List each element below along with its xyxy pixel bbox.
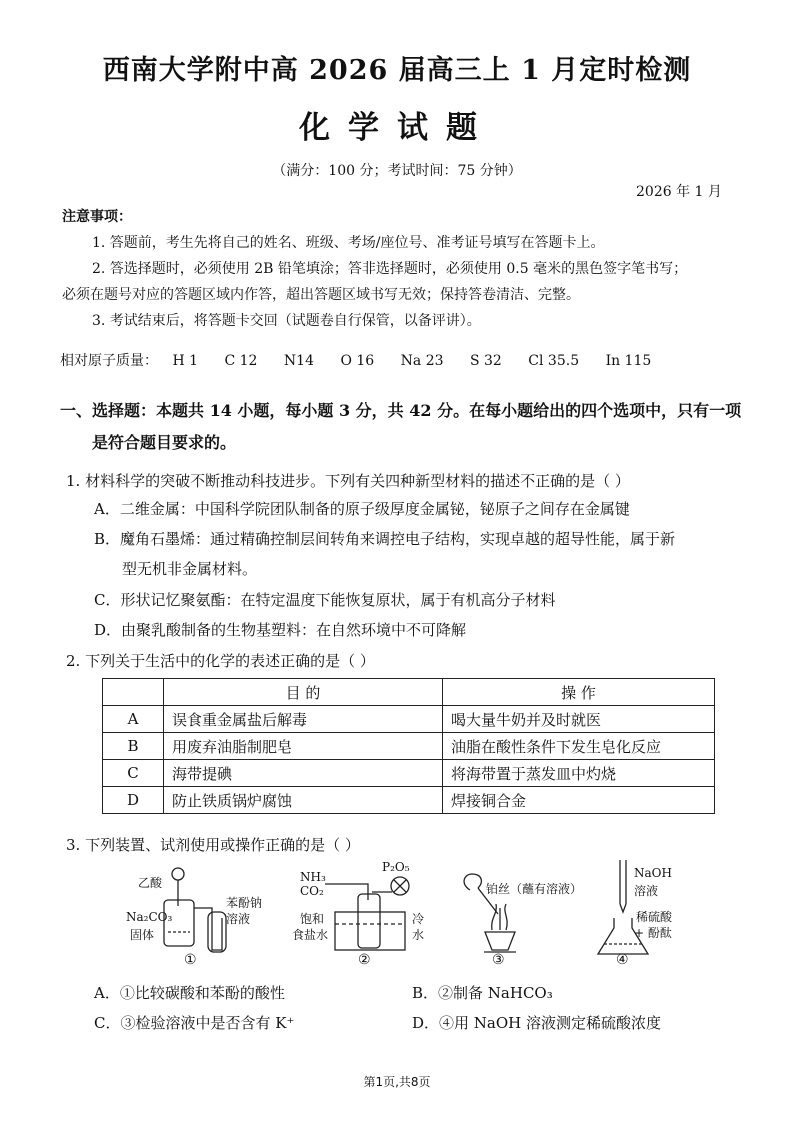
q1-option-b-cont: 型无机非金属材料。 <box>122 560 258 578</box>
label-num-1: ① <box>184 952 197 968</box>
q1-option-c: C．形状记忆聚氨酯：在特定温度下能恢复原状，属于有机高分子材料 <box>94 591 556 609</box>
table-header-row <box>103 679 715 706</box>
question-2-stem: 2. 下列关于生活中的化学的表述正确的是（ ） <box>66 652 375 670</box>
table-cell: 用废弃油脂制肥皂 <box>164 733 443 760</box>
table-cell: D <box>103 787 164 814</box>
label-naoh: NaOH <box>634 866 672 880</box>
table-cell: B <box>103 733 164 760</box>
atomic-mass-item: Cl 35.5 <box>528 353 580 369</box>
notice-item: 必须在题号对应的答题区域内作答，超出答题区域书写无效；保持答卷清洁、完整。 <box>62 287 580 303</box>
apparatus-2 <box>325 877 409 950</box>
atomic-mass-item: Na 23 <box>400 353 444 369</box>
exam-date: 2026 年 1 月 <box>636 184 722 200</box>
label-dilute-acid: 稀硫酸 <box>636 910 673 924</box>
table-cell: 海带提碘 <box>164 760 443 787</box>
label-naoh-solution: 溶液 <box>634 884 659 898</box>
table-cell: 喝大量牛奶并及时就医 <box>443 706 715 733</box>
atomic-mass-line <box>60 350 673 370</box>
table-header <box>103 679 164 706</box>
q1-option-b: B．魔角石墨烯：通过精确控制层间转角来调控电子结构，实现卓越的超导性能，属于新 <box>94 530 676 548</box>
exam-title: 西南大学附中高 2026 届高三上 1 月定时检测 <box>102 55 692 86</box>
label-co2: CO₂ <box>300 884 324 898</box>
label-platinum-wire: 铂丝（蘸有溶液） <box>486 882 583 896</box>
apparatus-drawing <box>120 860 700 970</box>
label-brine-2: 食盐水 <box>292 928 329 942</box>
atomic-mass-item: C 12 <box>224 353 258 369</box>
table-cell: 油脂在酸性条件下发生皂化反应 <box>443 733 715 760</box>
label-p2o5: P₂O₅ <box>382 860 410 874</box>
q2-table <box>102 678 715 814</box>
notice-item: 1. 答题前，考生先将自己的姓名、班级、考场/座位号、准考证号填写在答题卡上。 <box>92 235 605 251</box>
apparatus-1 <box>164 868 226 952</box>
apparatus-figure <box>120 860 700 970</box>
notice-item: 2. 答选择题时，必须使用 2B 铅笔填涂；答非选择题时，必须使用 0.5 毫米的黑色签字笔书写； <box>92 261 688 277</box>
question-1-stem: 1. 材料科学的突破不断推动科技进步。下列有关四种新型材料的描述不正确的是（ ） <box>66 472 630 490</box>
atomic-mass-item: N14 <box>283 353 314 369</box>
section-heading: 一、选择题：本题共 14 小题，每小题 3 分，共 42 分。在每小题给出的四个选项中，只有一项 <box>60 401 742 420</box>
label-na2co3: Na₂CO₃ <box>126 910 173 924</box>
table-row <box>103 733 715 760</box>
atomic-mass-label: 相对原子质量： <box>60 353 158 369</box>
table-row <box>103 787 715 814</box>
label-phenoxide: 苯酚钠 <box>226 896 263 910</box>
atomic-mass-item: In 115 <box>605 353 652 369</box>
label-num-4: ④ <box>616 952 629 968</box>
label-water: 水 <box>412 928 425 942</box>
label-num-2: ② <box>358 952 371 968</box>
table-cell: A <box>103 706 164 733</box>
question-3-stem: 3. 下列装置、试剂使用或操作正确的是（ ） <box>66 836 360 854</box>
label-solid: 固体 <box>130 928 155 942</box>
label-phenolphthalein: + 酚酞 <box>634 926 672 940</box>
table-cell: 将海带置于蒸发皿中灼烧 <box>443 760 715 787</box>
label-num-3: ③ <box>492 952 505 968</box>
atomic-mass-item: O 16 <box>340 353 375 369</box>
label-cold: 冷 <box>412 912 425 926</box>
notice-item: 3. 考试结束后，将答题卡交回（试题卷自行保管，以备评讲）。 <box>92 313 481 329</box>
table-cell: C <box>103 760 164 787</box>
exam-info: （满分：100 分；考试时间：75 分钟） <box>272 163 522 179</box>
q3-option-b: B．②制备 NaHCO₃ <box>412 984 553 1002</box>
label-nh3: NH₃ <box>300 870 326 884</box>
table-row <box>103 760 715 787</box>
table-cell: 防止铁质锅炉腐蚀 <box>164 787 443 814</box>
q3-option-a: A．①比较碳酸和苯酚的酸性 <box>94 984 285 1002</box>
section-heading-cont: 是符合题目要求的。 <box>92 433 237 452</box>
page-number: 第1页,共8页 <box>363 1075 431 1089</box>
q1-option-d: D．由聚乳酸制备的生物基塑料：在自然环境中不可降解 <box>94 621 467 639</box>
label-acetic: 乙酸 <box>138 876 163 890</box>
atomic-mass-item: H 1 <box>172 353 199 369</box>
subject-title: 化学试题 <box>299 110 495 146</box>
table-cell: 误食重金属盐后解毒 <box>164 706 443 733</box>
table-header: 目 的 <box>164 679 443 706</box>
table-header: 操 作 <box>443 679 715 706</box>
q3-option-c: C．③检验溶液中是否含有 K⁺ <box>94 1014 295 1032</box>
q1-option-a: A．二维金属：中国科学院团队制备的原子级厚度金属铋，铋原子之间存在金属键 <box>94 500 630 518</box>
atomic-mass-item: S 32 <box>469 353 502 369</box>
table-row <box>103 706 715 733</box>
table-cell: 焊接铜合金 <box>443 787 715 814</box>
label-brine: 饱和 <box>300 912 325 926</box>
q3-option-d: D．④用 NaOH 溶液测定稀硫酸浓度 <box>412 1014 662 1032</box>
notice-title: 注意事项： <box>62 209 132 225</box>
label-phenoxide-solution: 溶液 <box>226 912 251 926</box>
